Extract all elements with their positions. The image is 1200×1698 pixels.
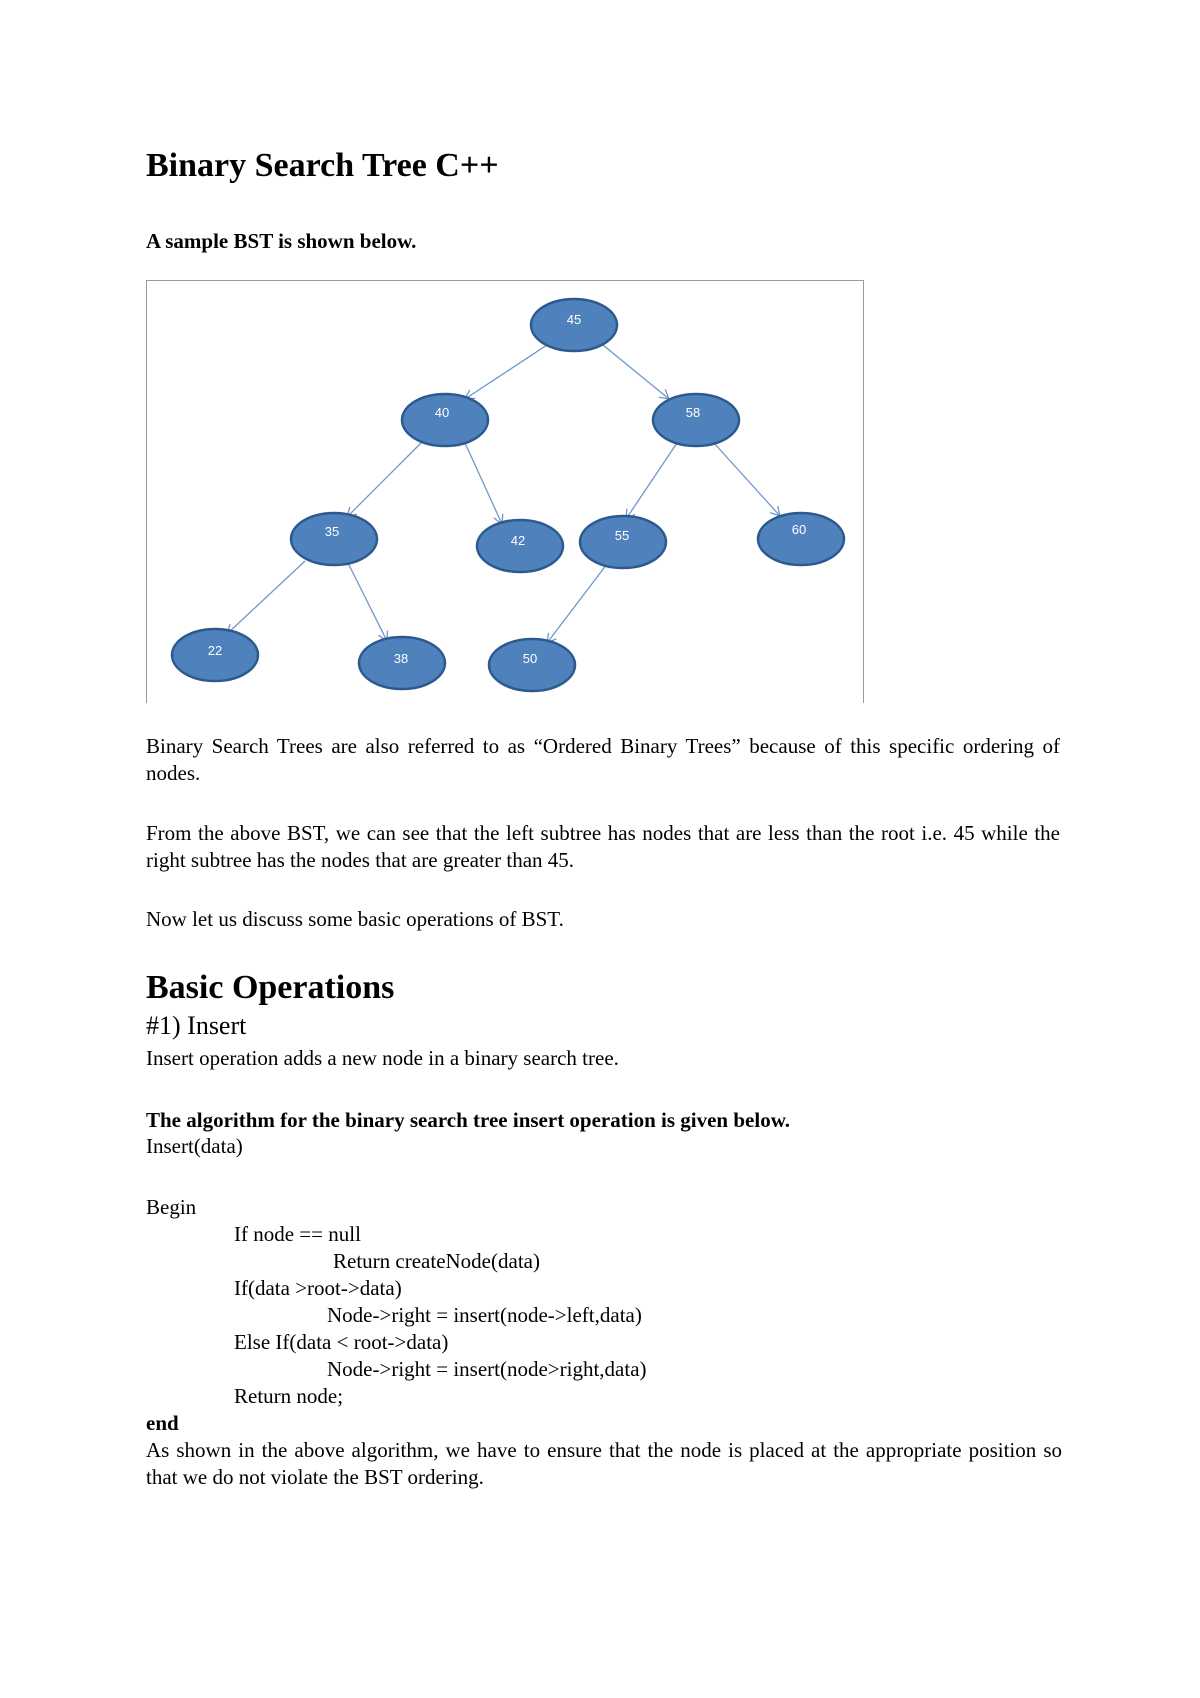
paragraph-discuss: Now let us discuss some basic operations of BST. bbox=[146, 907, 564, 931]
page-title: Binary Search Tree C++ bbox=[146, 147, 499, 184]
node-label-45: 45 bbox=[566, 312, 582, 327]
paragraph-closing: As shown in the above algorithm, we have to ensure that the node is placed at the appropriate position so that we do not violate the BST ordering. bbox=[146, 1438, 1062, 1489]
algo-line: Else If(data < root->data) bbox=[234, 1330, 449, 1354]
node-label-50: 50 bbox=[522, 651, 538, 666]
node-label-42: 42 bbox=[510, 533, 526, 548]
section-title: Basic Operations bbox=[146, 969, 395, 1006]
intro-text: A sample BST is shown below. bbox=[146, 229, 417, 253]
tree-node-50 bbox=[489, 639, 575, 691]
edge-55-50 bbox=[547, 564, 607, 643]
tree-node-22 bbox=[172, 629, 258, 681]
paragraph-subtrees: From the above BST, we can see that the left subtree has nodes that are less than the root i.e. 45 while the right subtree has the nodes that are greater than 45. bbox=[146, 821, 1060, 872]
node-label-38: 38 bbox=[393, 651, 409, 666]
algo-line: Node->right = insert(node->left,data) bbox=[327, 1303, 642, 1327]
algo-line: end bbox=[146, 1411, 179, 1435]
node-label-55: 55 bbox=[614, 528, 630, 543]
algorithm-signature: Insert(data) bbox=[146, 1134, 243, 1158]
insert-description: Insert operation adds a new node in a binary search tree. bbox=[146, 1046, 619, 1070]
tree-node-35 bbox=[291, 513, 377, 565]
algo-line: Begin bbox=[146, 1195, 197, 1219]
tree-node-45 bbox=[531, 299, 617, 351]
bst-figure bbox=[146, 280, 864, 703]
node-label-60: 60 bbox=[791, 522, 807, 537]
tree-node-38 bbox=[359, 637, 445, 689]
node-label-58: 58 bbox=[685, 405, 701, 420]
tree-node-58 bbox=[653, 394, 739, 446]
edge-58-55 bbox=[626, 443, 677, 519]
edge-40-35 bbox=[347, 443, 421, 517]
edge-35-38 bbox=[347, 561, 387, 641]
bst-diagram bbox=[147, 281, 865, 704]
algo-line: If node == null bbox=[234, 1222, 361, 1246]
tree-node-40 bbox=[402, 394, 488, 446]
algo-line: Return createNode(data) bbox=[333, 1249, 540, 1273]
node-label-22: 22 bbox=[207, 643, 223, 658]
edge-40-42 bbox=[465, 443, 502, 524]
algo-line: If(data >root->data) bbox=[234, 1276, 402, 1300]
edge-45-58 bbox=[603, 345, 669, 399]
edge-58-60 bbox=[714, 443, 780, 516]
algo-line: Return node; bbox=[234, 1384, 344, 1408]
edge-35-22 bbox=[227, 561, 305, 634]
algorithm-heading: The algorithm for the binary search tree insert operation is given below. bbox=[146, 1108, 790, 1132]
tree-node-60 bbox=[758, 513, 844, 565]
node-label-40: 40 bbox=[434, 405, 450, 420]
node-label-35: 35 bbox=[324, 524, 340, 539]
tree-node-42 bbox=[477, 520, 563, 572]
algo-line: Node->right = insert(node>right,data) bbox=[327, 1357, 647, 1381]
edge-45-40 bbox=[465, 345, 547, 399]
paragraph-ordered-trees: Binary Search Trees are also referred to as “Ordered Binary Trees” because of this specific ordering of nodes. bbox=[146, 734, 1060, 785]
tree-node-55 bbox=[580, 516, 666, 568]
subsection-title: #1) Insert bbox=[146, 1011, 247, 1040]
